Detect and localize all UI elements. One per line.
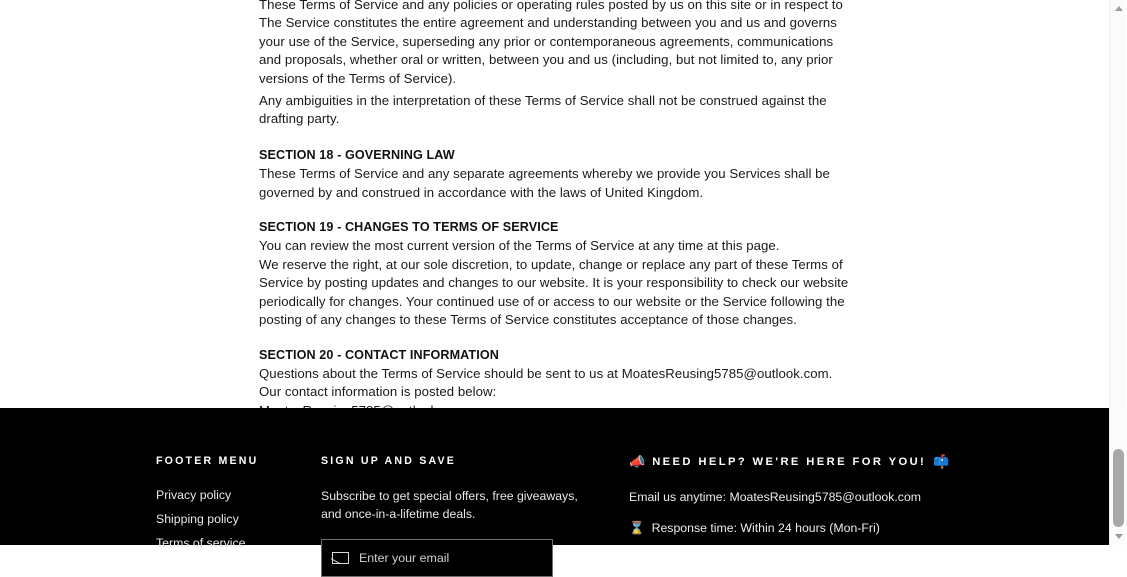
scroll-down-arrow[interactable] (1110, 528, 1127, 545)
section-19-paragraph-1: You can review the most current version of the Terms of Service at any time at this page. (259, 238, 780, 254)
footer-menu-column (156, 408, 321, 560)
footer-link-shipping-policy[interactable]: Shipping policy (156, 512, 239, 526)
email-signup-field[interactable] (321, 539, 553, 577)
help-response-label: Response time: Within 24 hours (Mon-Fri) (651, 521, 880, 535)
site-footer (0, 408, 1109, 550)
scroll-thumb[interactable] (1113, 449, 1124, 527)
section-18-heading: SECTION 18 - GOVERNING LAW (259, 147, 455, 162)
footer-link-terms-of-service[interactable]: Terms of service (156, 536, 246, 550)
envelope-icon (332, 552, 349, 564)
page-scrollbar[interactable] (1109, 0, 1126, 545)
section-20-heading: SECTION 20 - CONTACT INFORMATION (259, 347, 499, 362)
footer-help-column (596, 408, 1026, 551)
chevron-up-icon (1115, 6, 1123, 11)
footer-menu-heading: FOOTER MENU (156, 455, 259, 467)
email-input[interactable] (357, 550, 542, 566)
help-heading-label: NEED HELP? WE'RE HERE FOR YOU! (652, 456, 927, 468)
help-email-line: Email us anytime: MoatesReusing5785@outlook.com (629, 490, 922, 504)
help-response-time (629, 520, 1026, 537)
section-19-paragraph-2: We reserve the right, at our sole discretion, to update, change or replace any part of these Terms of Service by posting updates and changes to our website. It is your responsibility to check our website periodically for changes. Your continued use of or access to our website or the Service following the posting of any changes to these Terms of Service constitutes acceptance of those changes. (259, 256, 849, 328)
chevron-down-icon (1115, 534, 1123, 539)
section-18 (259, 146, 859, 202)
section-20-paragraph-1: Questions about the Terms of Service should be sent to us at MoatesReusing5785@outlook.com. (259, 365, 833, 381)
intro-paragraph: These Terms of Service and any policies or operating rules posted by us on this site or in respect to The Service constitutes the entire agreement and understanding between you and us and governs your use of the Service, superseding any prior or contemporaneous agreements, communications and proposals, whether oral or written, between you and us (including, but not limited to, any prior versions of the Terms of Service). (259, 0, 843, 86)
section-19-heading: SECTION 19 - CHANGES TO TERMS OF SERVICE (259, 220, 559, 235)
footer-link-privacy-policy[interactable]: Privacy policy (156, 488, 232, 502)
signup-description: Subscribe to get special offers, free giveaways, and once-in-a-lifetime deals. (321, 489, 578, 521)
scroll-up-arrow[interactable] (1110, 0, 1127, 17)
footer-signup-column (321, 408, 596, 577)
hourglass-icon: ⌛ (629, 521, 645, 535)
section-19 (259, 218, 859, 329)
ambiguities-paragraph: Any ambiguities in the interpretation of these Terms of Service shall not be construed against the drafting party. (259, 93, 827, 127)
document-content (259, 0, 859, 436)
megaphone-icon: 📣 (629, 454, 646, 469)
section-20-paragraph-2: Our contact information is posted below: (259, 384, 497, 400)
section-18-paragraph-1: These Terms of Service and any separate agreements whereby we provide you Services shall be governed by and construed in accordance with the laws of United Kingdom. (259, 166, 830, 200)
signup-heading: SIGN UP AND SAVE (321, 455, 457, 467)
footer-columns (156, 408, 1086, 577)
help-heading (629, 454, 1026, 470)
mailbox-icon: 📫 (933, 454, 950, 469)
